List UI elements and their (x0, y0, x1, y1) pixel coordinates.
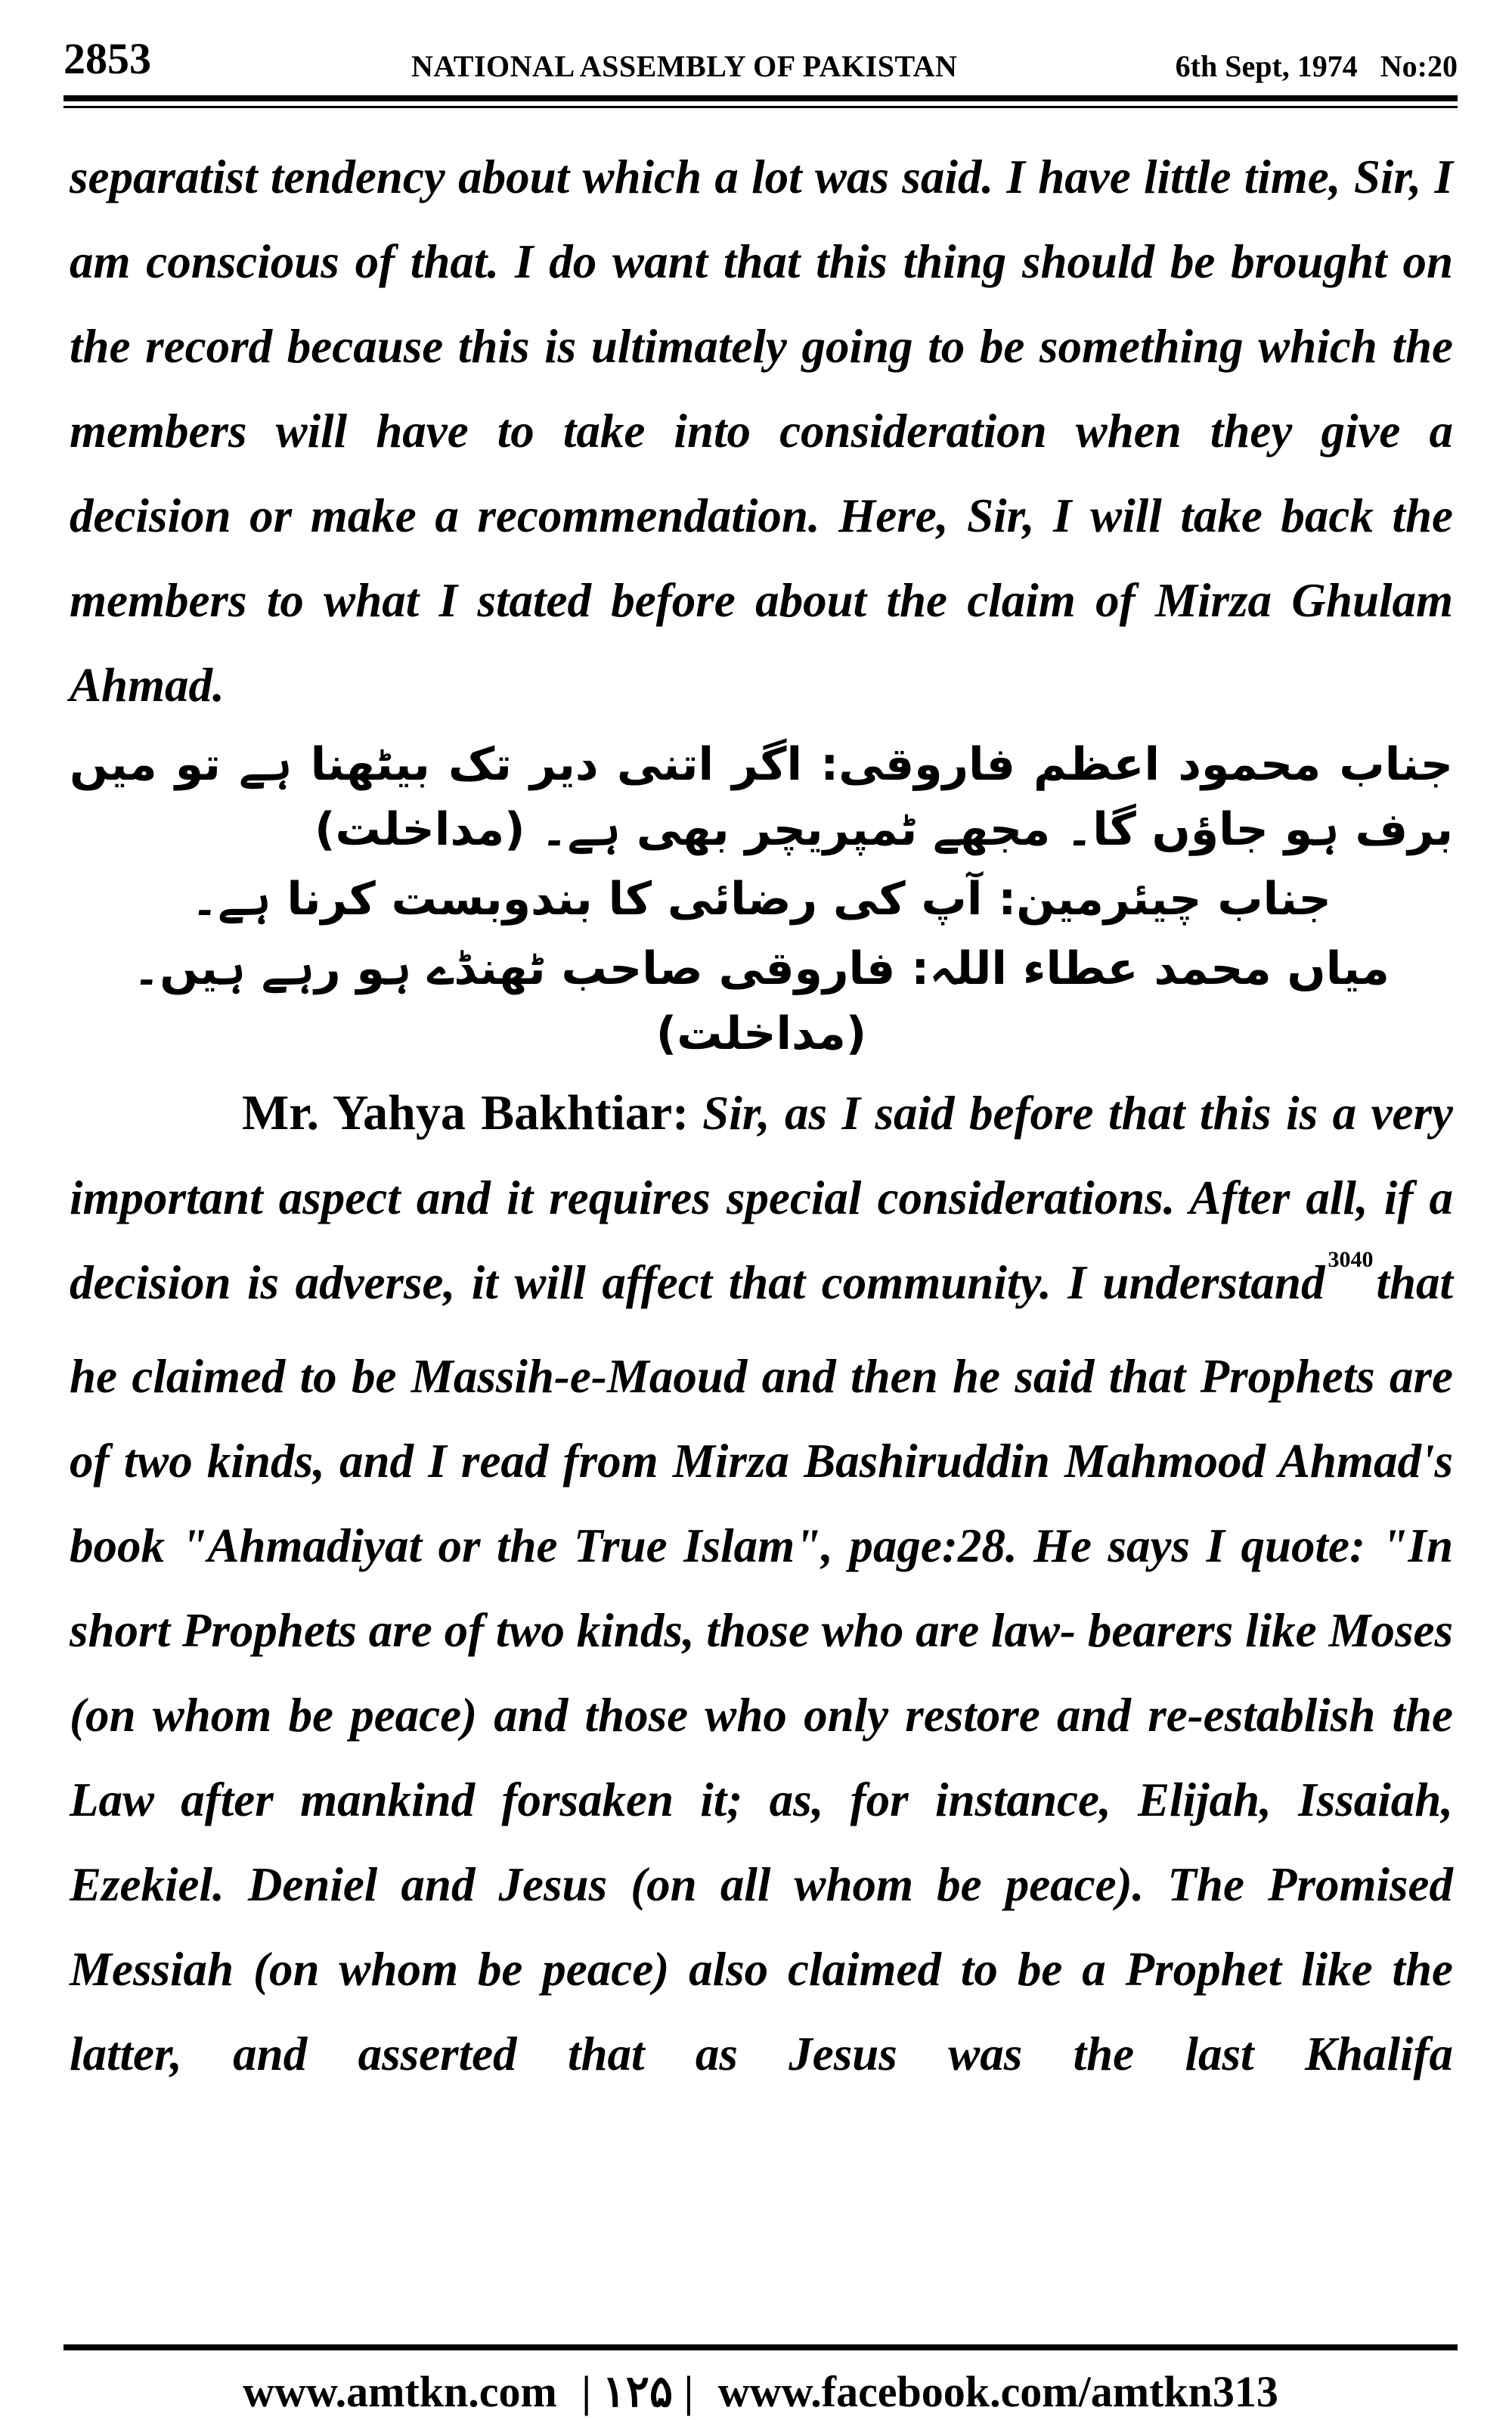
page-number: 2853 (64, 34, 151, 83)
header-rule-thick (64, 95, 1458, 101)
session-date-number (1176, 48, 1458, 84)
header-rule-thin (64, 106, 1458, 108)
paragraph-yahya-text-a: Sir, as I said before that this is a very important aspect and it requires special considerations. After all, if a decision is adverse, it will affect that community. I understand (70, 1087, 1453, 1309)
urdu-text-faruqi: اگر اتنی دیر تک بیٹھنا ہے تو میں برف ہو جاؤں گا۔ مجھے ٹمپریچر بھی ہے۔ (مداخلت) (70, 738, 1453, 856)
urdu-text-chairman: آپ کی رضائی کا بندوبست کرنا ہے۔ (191, 873, 983, 926)
paragraph-yahya-text-b: that he claimed to be Massih-e-Maoud and then he said that Prophets are of two kinds, and I read from Mirza Bashiruddin Mahmood Ahmad's book "Ahmadiyat or the True Islam", page:28. He says I quote: "In short Prophets are of two kinds, those who are law- bearers like Moses (on whom be peace) and those who only restore and re-establish the Law after mankind forsaken it; as, for instance, Elijah, Issaiah, Ezekiel. Deniel and Jesus (on all whom be peace). The Promised Messiah (on whom be peace) also claimed to be a Prophet like the latter, and asserted that as Jesus was the last Khalifa (70, 1256, 1453, 2080)
page-footer (64, 2366, 1458, 2416)
transcript-body (70, 135, 1453, 2096)
paragraph-yahya-bakhtiar (70, 1071, 1453, 2096)
urdu-speaker-chairman: جناب چیئرمین: (998, 873, 1331, 926)
session-date: 6th Sept, 1974 (1175, 49, 1358, 83)
footer-rule (64, 2344, 1458, 2350)
urdu-remark-ataullah (70, 936, 1453, 1066)
footer-website-link[interactable]: www.amtkn.com (243, 2367, 557, 2416)
assembly-title: NATIONAL ASSEMBLY OF PAKISTAN (411, 49, 958, 83)
session-number: No:20 (1380, 49, 1458, 83)
urdu-speaker-faruqi: جناب محمود اعظم فاروقی: (820, 738, 1453, 791)
urdu-remark-faruqi (70, 732, 1453, 862)
urdu-remark-chairman (70, 867, 1453, 932)
footer-page-marker: | ۱۲۵ | (581, 2367, 694, 2416)
urdu-speaker-ataullah: میاں محمد عطاء اللہ: (911, 942, 1390, 995)
footer-facebook-link[interactable]: www.facebook.com/amtkn313 (717, 2367, 1278, 2416)
urdu-text-ataullah: فاروقی صاحب ٹھنڈے ہو رہے ہیں۔ (مداخلت) (133, 942, 896, 1060)
footnote-marker: 3040 (1328, 1247, 1374, 1272)
paragraph-continuation: separatist tendency about which a lot was said. I have little time, Sir, I am conscious of that. I do want that this thing should be brought on the record because this is ultimately going to be something which the members will have to take into consideration when they give a decision or make a recommendation. Here, Sir, I will take back the members to what I stated before about the claim of Mirza Ghulam Ahmad. (70, 150, 1453, 712)
page-header (64, 29, 1458, 89)
speaker-yahya-bakhtiar: Mr. Yahya Bakhtiar: (242, 1085, 689, 1140)
